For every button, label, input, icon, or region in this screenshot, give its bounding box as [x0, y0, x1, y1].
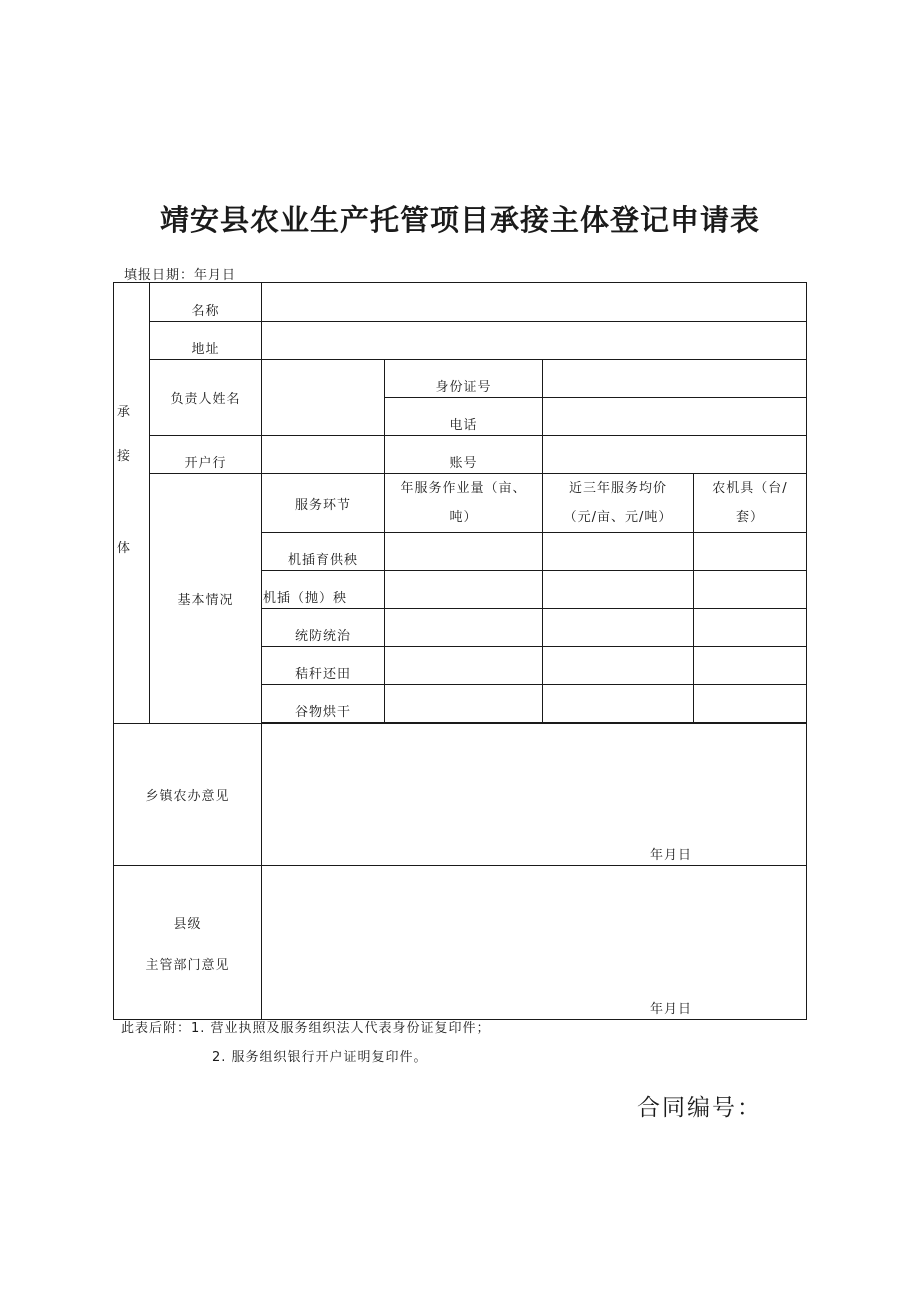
annex-line-1 — [121, 1017, 491, 1036]
basic-info-label: 基本情况 — [150, 474, 262, 724]
volume-cell[interactable] — [385, 685, 543, 723]
machines-cell[interactable] — [694, 533, 807, 571]
volume-cell[interactable] — [385, 571, 543, 609]
machines-cell[interactable] — [694, 647, 807, 685]
town-opinion-date: 年月日 — [650, 848, 693, 863]
id-label: 身份证号 — [385, 360, 543, 398]
account-label: 账号 — [385, 436, 543, 474]
county-opinion-label: 县级 主管部门意见 — [114, 866, 262, 1020]
service-row-label: 机插育供秧 — [262, 533, 385, 571]
address-field[interactable] — [262, 322, 807, 360]
service-row-label: 机插（抛）秧 — [262, 571, 385, 609]
price-cell[interactable] — [543, 609, 694, 647]
side-char-2: 接 — [117, 449, 132, 464]
annex-item-2: 2. 服务组织银行开户证明复印件。 — [212, 1050, 428, 1065]
bank-field[interactable] — [262, 436, 385, 474]
phone-label: 电话 — [385, 398, 543, 436]
price-cell[interactable] — [543, 533, 694, 571]
machines-cell[interactable] — [694, 609, 807, 647]
machines-header: 农机具（台/ 套） — [694, 474, 807, 533]
address-label: 地址 — [150, 322, 262, 360]
side-char-1: 承 — [117, 405, 132, 420]
side-char-3: 体 — [117, 541, 132, 556]
price-header: 近三年服务均价 （元/亩、元/吨） — [543, 474, 694, 533]
service-row-label: 谷物烘干 — [262, 685, 385, 723]
id-number-field[interactable] — [543, 360, 807, 398]
bank-label: 开户行 — [150, 436, 262, 474]
fill-date: 填报日期：年月日 — [124, 268, 237, 283]
leader-name-field[interactable] — [262, 360, 385, 436]
account-field[interactable] — [543, 436, 807, 474]
price-cell[interactable] — [543, 647, 694, 685]
machines-cell[interactable] — [694, 685, 807, 723]
volume-header: 年服务作业量（亩、 吨） — [385, 474, 543, 533]
volume-cell[interactable] — [385, 533, 543, 571]
county-opinion-date: 年月日 — [650, 1002, 693, 1017]
machines-cell[interactable] — [694, 571, 807, 609]
price-cell[interactable] — [543, 685, 694, 723]
contract-number-label: 合同编号： — [637, 1095, 762, 1121]
registration-table — [113, 282, 807, 1020]
leader-label: 负责人姓名 — [150, 360, 262, 436]
volume-cell[interactable] — [385, 647, 543, 685]
service-link-header: 服务环节 — [262, 474, 385, 533]
service-row-label: 统防统治 — [262, 609, 385, 647]
town-opinion-label: 乡镇农办意见 — [114, 724, 262, 866]
town-opinion-field[interactable] — [262, 724, 807, 866]
volume-cell[interactable] — [385, 609, 543, 647]
price-cell[interactable] — [543, 571, 694, 609]
annex-prefix: 此表后附： — [121, 1021, 192, 1036]
undertaker-side-label — [114, 283, 150, 724]
form-title: 靖安县农业生产托管项目承接主体登记申请表 — [159, 203, 760, 237]
service-row-label: 秸秆还田 — [262, 647, 385, 685]
county-opinion-field[interactable] — [262, 866, 807, 1020]
phone-field[interactable] — [543, 398, 807, 436]
annex-item-1: 1. 营业执照及服务组织法人代表身份证复印件； — [191, 1021, 491, 1036]
name-label: 名称 — [150, 283, 262, 322]
name-field[interactable] — [262, 283, 807, 322]
